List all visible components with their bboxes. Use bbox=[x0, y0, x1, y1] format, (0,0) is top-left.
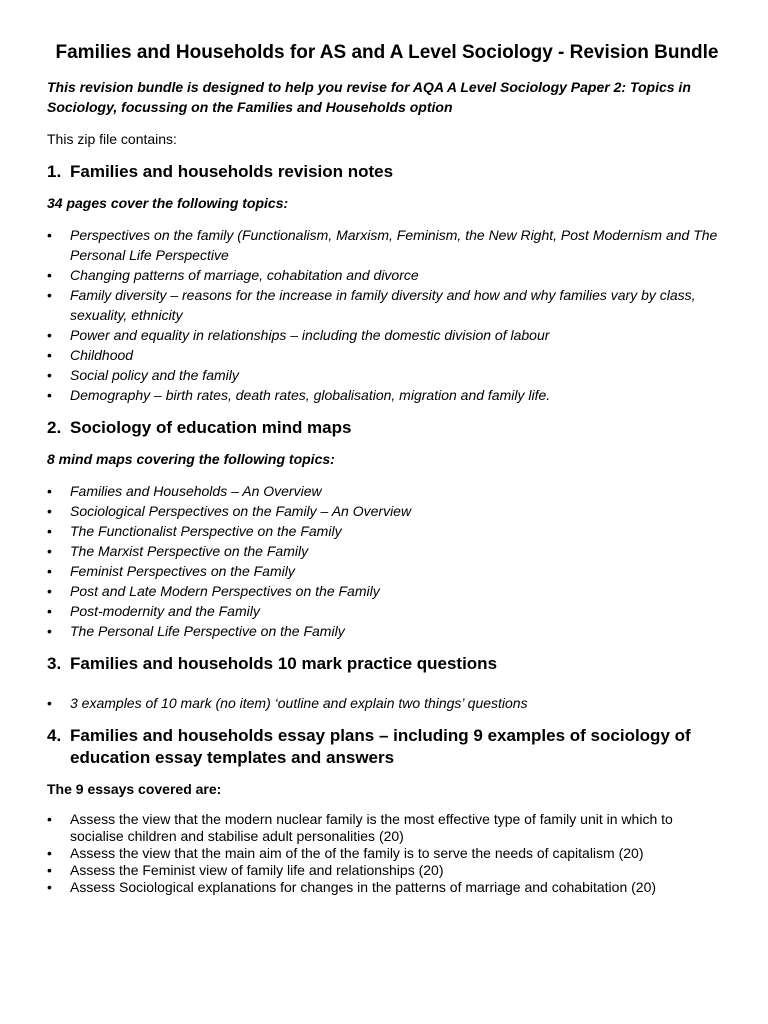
list-item: • Post and Late Modern Perspectives on the Family bbox=[47, 583, 380, 599]
section-3-number: 3. bbox=[47, 654, 62, 673]
list-item: • Childhood bbox=[47, 347, 134, 363]
list-item: • Feminist Perspectives on the Family bbox=[47, 563, 295, 579]
section-2-list bbox=[47, 481, 727, 641]
section-4-list bbox=[47, 811, 727, 896]
section-2-title: Sociology of education mind maps bbox=[70, 418, 352, 437]
section-2-heading bbox=[47, 417, 727, 439]
section-1-title: Families and households revision notes bbox=[70, 162, 394, 181]
section-3-list bbox=[47, 693, 727, 713]
list-item: • Post-modernity and the Family bbox=[47, 603, 260, 619]
section-2-subheading: 8 mind maps covering the following topics: bbox=[47, 451, 335, 467]
section-1-subheading: 34 pages cover the following topics: bbox=[47, 195, 289, 211]
section-4-heading bbox=[47, 725, 727, 769]
list-item: • Demography – birth rates, death rates, globalisation, migration and family life. bbox=[47, 387, 551, 403]
list-item: • Family diversity – reasons for the increase in family diversity and how and why families vary by class, sexuality, ethnicity bbox=[47, 287, 696, 323]
section-3-heading bbox=[47, 653, 727, 675]
list-item: • The Personal Life Perspective on the Family bbox=[47, 623, 345, 639]
list-item: • Changing patterns of marriage, cohabitation and divorce bbox=[47, 267, 419, 283]
list-item: • The Marxist Perspective on the Family bbox=[47, 543, 309, 559]
list-item: • 3 examples of 10 mark (no item) ‘outline and explain two things’ questions bbox=[47, 695, 528, 711]
section-1-heading bbox=[47, 161, 727, 183]
list-item: • Sociological Perspectives on the Family – An Overview bbox=[47, 503, 412, 519]
spacer bbox=[47, 685, 727, 693]
list-item: • Perspectives on the family (Functionalism, Marxism, Feminism, the New Right, Post Modernism and The Personal Life Perspective bbox=[47, 227, 718, 263]
document-title: Families and Households for AS and A Level Sociology - Revision Bundle bbox=[55, 42, 719, 63]
list-item: • Assess the view that the modern nuclear family is the most effective type of family unit in which to socialise children and stabilise adult personalities (20) bbox=[47, 811, 673, 844]
list-item: • Assess the Feminist view of family life and relationships (20) bbox=[47, 862, 444, 878]
list-item: • Assess the view that the main aim of the of the family is to serve the needs of capitalism (20) bbox=[47, 845, 644, 861]
section-1-list bbox=[47, 225, 727, 405]
list-item: • Social policy and the family bbox=[47, 367, 239, 383]
list-item: • Assess Sociological explanations for changes in the patterns of marriage and cohabitation (20) bbox=[47, 879, 657, 895]
section-4-subheading: The 9 essays covered are: bbox=[47, 781, 222, 797]
section-1-number: 1. bbox=[47, 162, 62, 181]
section-3-title: Families and households 10 mark practice questions bbox=[70, 654, 498, 673]
list-item: • Power and equality in relationships – including the domestic division of labour bbox=[47, 327, 550, 343]
section-2-number: 2. bbox=[47, 418, 62, 437]
section-4-title: Families and households essay plans – including 9 examples of sociology of education essay templates and answers bbox=[70, 726, 691, 767]
list-item: • Families and Households – An Overview bbox=[47, 483, 322, 499]
intro-paragraph: This revision bundle is designed to help you revise for AQA A Level Sociology Paper 2: Topics in Sociology, focussing on the Families and Households option bbox=[47, 79, 691, 115]
zip-contains-text: This zip file contains: bbox=[47, 131, 177, 147]
document-page bbox=[47, 40, 727, 908]
section-4-number: 4. bbox=[47, 726, 62, 745]
list-item: • The Functionalist Perspective on the Family bbox=[47, 523, 342, 539]
